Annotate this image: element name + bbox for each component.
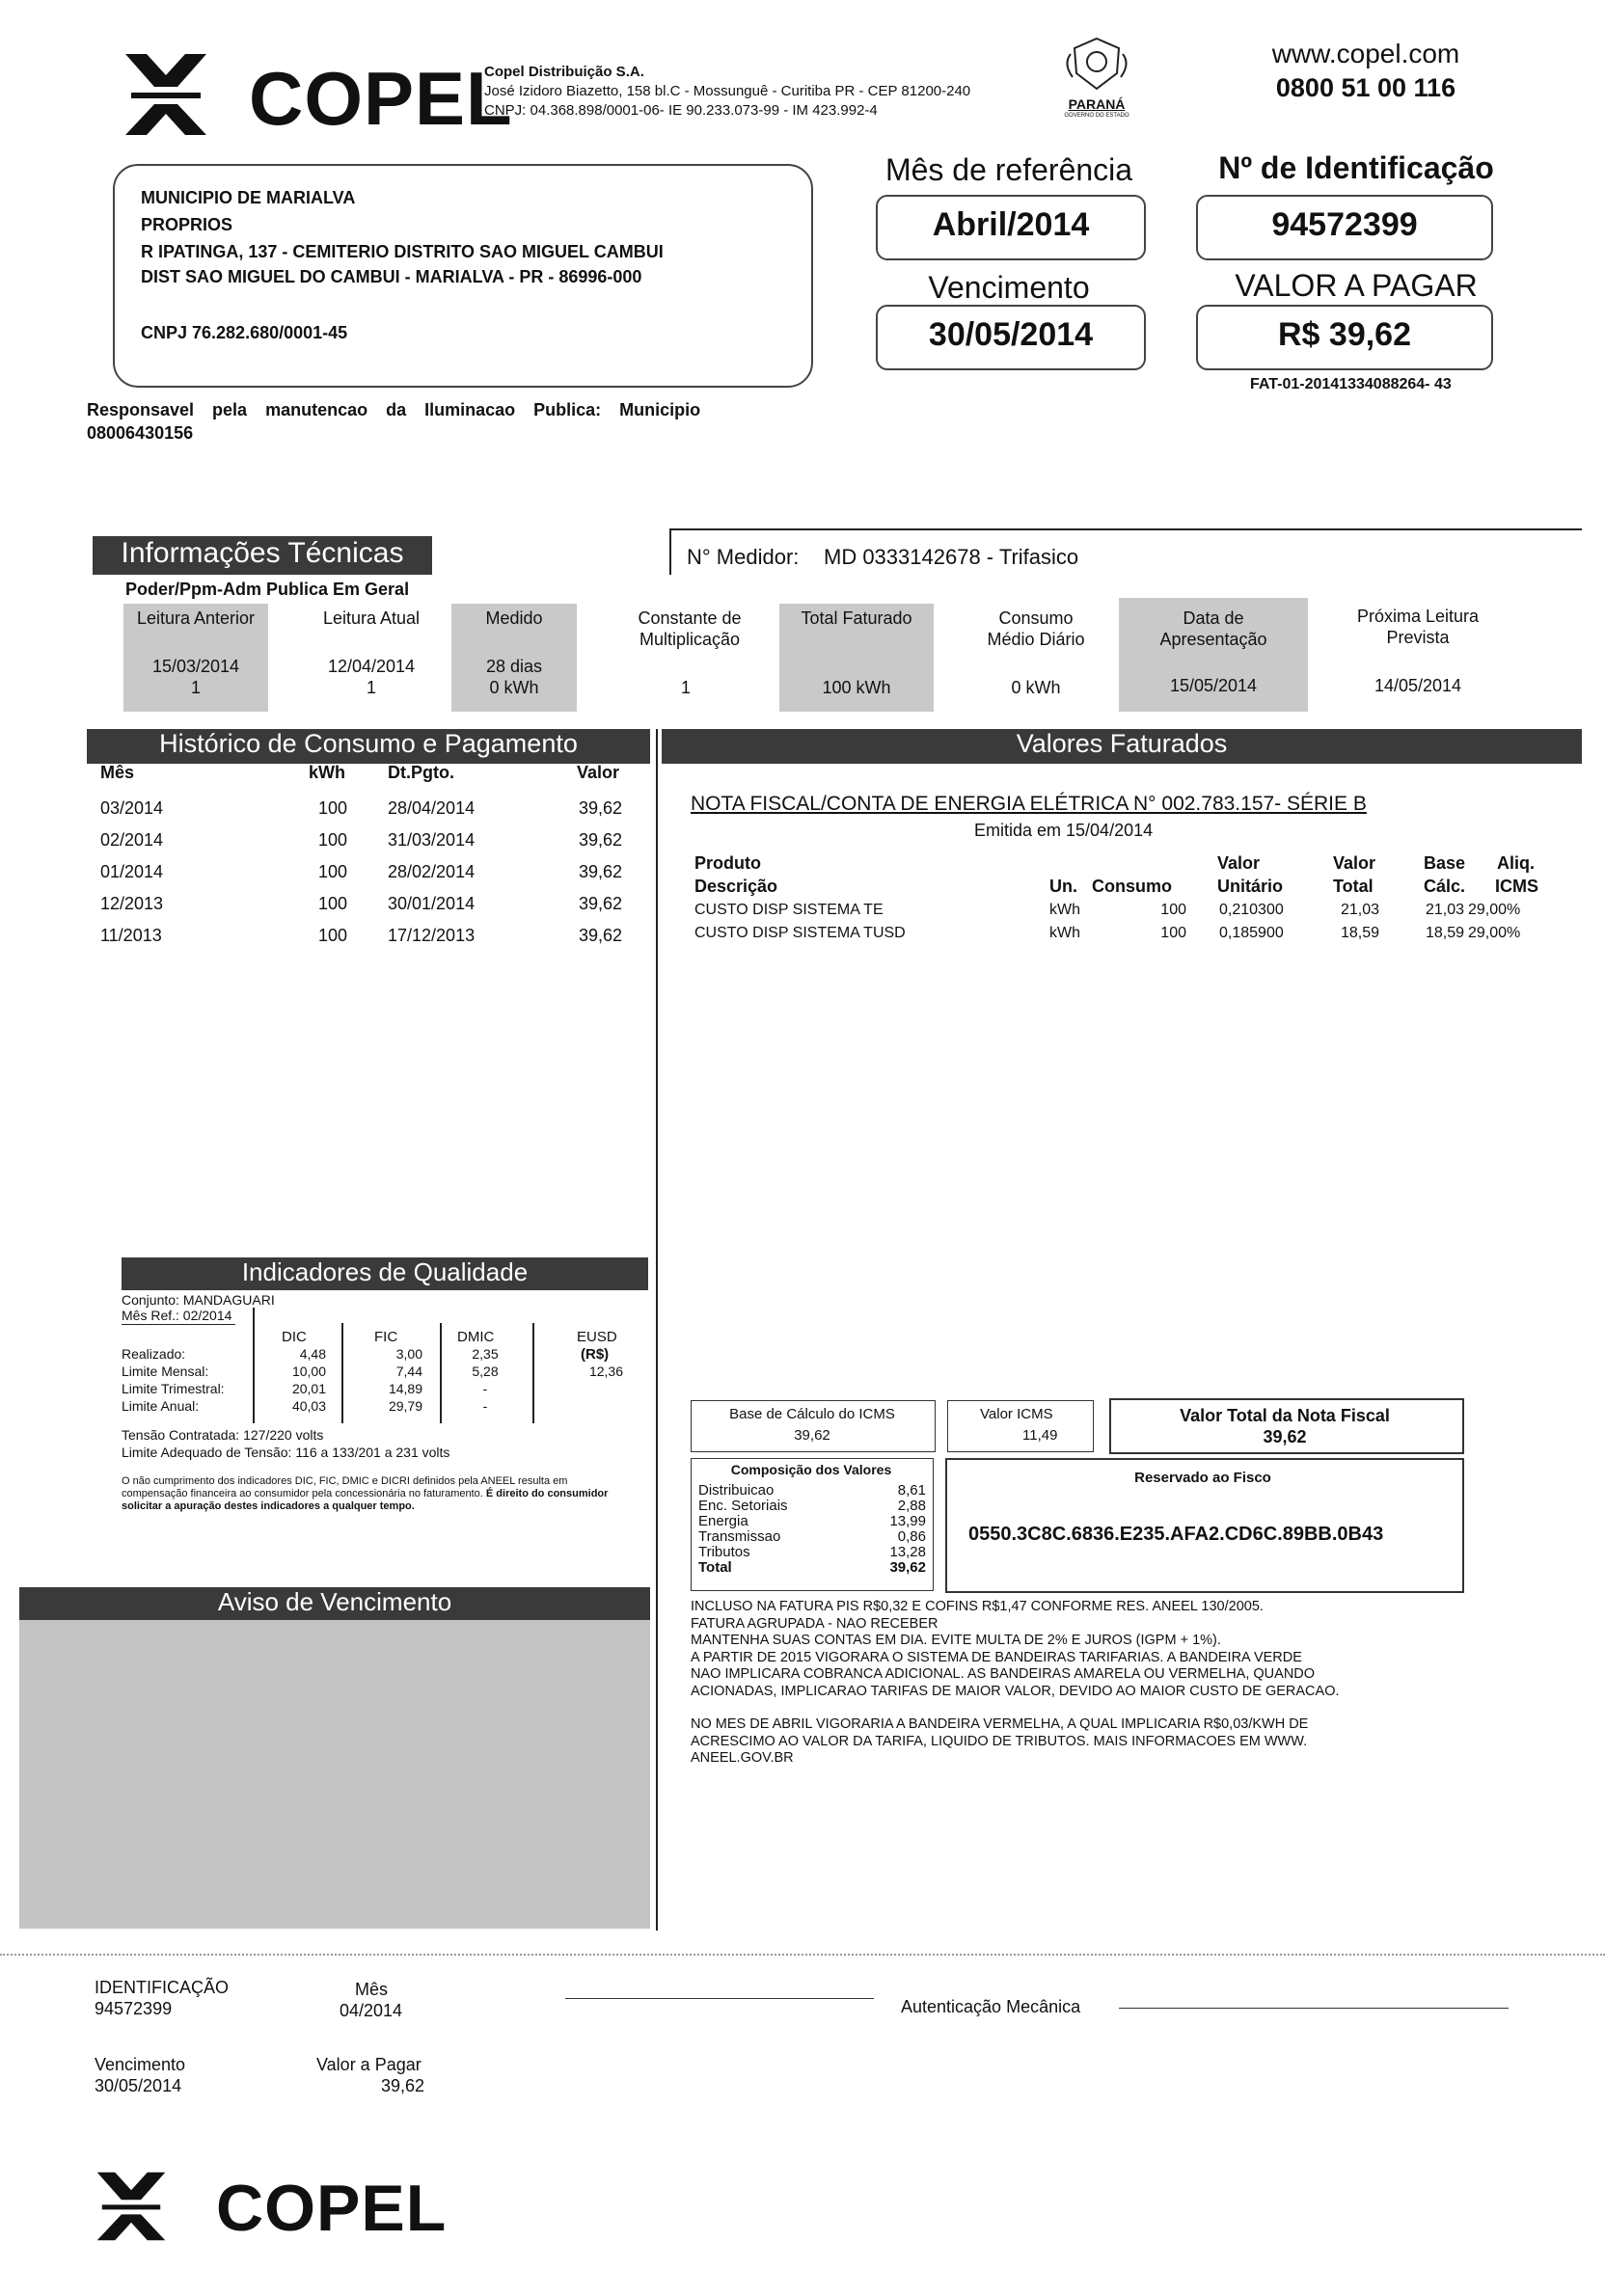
item-desc: CUSTO DISP SISTEMA TUSD: [694, 925, 906, 941]
constant-value: 1: [681, 678, 692, 697]
quality-col-eusd: EUSD: [577, 1329, 617, 1345]
message-line: ANEEL.GOV.BR: [691, 1750, 794, 1766]
history-kwh: 100: [318, 894, 348, 913]
history-payment-date: 28/04/2014: [388, 798, 476, 818]
customer-class: PROPRIOS: [141, 215, 233, 234]
parana-seal-sub: GOVERNO DO ESTADO: [1064, 113, 1129, 119]
stub-brand-wordmark: COPEL: [216, 2172, 448, 2245]
history-row: [87, 894, 627, 923]
messages-block: [691, 1599, 1559, 1768]
quality-row-label: Limite Trimestral:: [122, 1381, 225, 1396]
dmic-realized: 2,35: [472, 1346, 499, 1362]
prev-reading-value: 1: [190, 678, 201, 697]
history-month: 12/2013: [100, 894, 164, 913]
identification-label: Nº de Identificação: [1218, 150, 1494, 185]
dmic-monthly: 5,28: [472, 1364, 499, 1379]
presentation-value: 15/05/2014: [1169, 676, 1258, 695]
history-payment-date: 31/03/2014: [388, 830, 476, 850]
measured-kwh: 0 kWh: [489, 678, 539, 697]
avg-daily-label-1: Consumo: [998, 608, 1074, 628]
measured-days: 28 dias: [485, 657, 543, 676]
item-unit-price: 0,210300: [1219, 902, 1284, 918]
composition-value: 0,86: [897, 1528, 926, 1545]
tech-divider: [669, 530, 671, 575]
fisco-title: Reservado ao Fisco: [1134, 1470, 1271, 1486]
col-unit: Un.: [1049, 877, 1077, 896]
quality-row-label: Realizado:: [122, 1346, 186, 1362]
fic-realized: 3,00: [395, 1346, 422, 1362]
message-line: ACIONADAS, IMPLICARAO TARIFAS DE MAIOR VALOR, DEVIDO AO MAIOR CUSTO DE GERACAO.: [691, 1683, 1340, 1699]
icms-base-value: 39,62: [794, 1427, 830, 1444]
col-total-value-2: Total: [1333, 877, 1374, 896]
stub-id-value: 94572399: [95, 1999, 173, 2018]
quality-divider-1: [253, 1308, 255, 1423]
quality-row-label: Limite Anual:: [122, 1398, 200, 1414]
stub-month-value: 04/2014: [340, 2001, 403, 2020]
quality-divider-2: [341, 1323, 343, 1423]
tech-class: Poder/Ppm-Adm Publica Em Geral: [125, 580, 410, 599]
dmic-annual: -: [482, 1398, 488, 1414]
parana-seal-icon: [1061, 35, 1132, 95]
composition-value: 8,61: [897, 1482, 926, 1499]
item-base: 18,59: [1425, 925, 1464, 941]
col-total-value-1: Valor: [1333, 853, 1376, 873]
prev-reading-date: 15/03/2014: [151, 657, 240, 676]
company-address: José Izidoro Biazetto, 158 bl.C - Mossunguê - Curitiba PR - CEP 81200-240: [484, 83, 971, 99]
composition-label: Tributos: [698, 1544, 750, 1560]
quality-month: Mês Ref.: 02/2014: [122, 1308, 235, 1325]
fic-monthly: 7,44: [395, 1364, 422, 1379]
auth-rule-right: [1119, 2008, 1509, 2009]
constant-label-2: Multiplicação: [639, 630, 741, 649]
composition-label: Enc. Setoriais: [698, 1498, 788, 1514]
next-reading-value: 14/05/2014: [1374, 676, 1462, 695]
history-value: 39,62: [579, 926, 623, 945]
website[interactable]: www.copel.com: [1271, 39, 1460, 68]
item-base: 21,03: [1425, 902, 1464, 918]
history-header-kwh: kWh: [309, 763, 345, 782]
col-base-1: Base: [1424, 853, 1466, 873]
quality-set: Conjunto: MANDAGUARI: [122, 1292, 275, 1308]
history-value: 39,62: [579, 830, 623, 850]
item-desc: CUSTO DISP SISTEMA TE: [694, 902, 884, 918]
message-line: A PARTIR DE 2015 VIGORARA O SISTEMA DE BANDEIRAS TARIFARIAS. A BANDEIRA VERDE: [691, 1649, 1302, 1665]
dic-quarterly: 20,01: [291, 1381, 326, 1396]
col-product-1: Produto: [694, 853, 761, 873]
stub-pay-label: Valor a Pagar: [316, 2055, 422, 2074]
history-kwh: 100: [318, 798, 348, 818]
customer-address-1: R IPATINGA, 137 - CEMITERIO DISTRITO SAO MIGUEL CAMBUI: [141, 242, 664, 261]
col-product-2: Descrição: [694, 877, 778, 896]
history-value: 39,62: [579, 862, 623, 881]
message-line: MANTENHA SUAS CONTAS EM DIA. EVITE MULTA DE 2% E JUROS (IGPM + 1%).: [691, 1633, 1221, 1648]
history-row: [87, 830, 627, 859]
invoice-issued: Emitida em 15/04/2014: [974, 821, 1154, 840]
composition-item: [698, 1483, 926, 1576]
composition-label: Transmissao: [698, 1528, 781, 1545]
tech-top-rule: [669, 528, 1582, 530]
item-unit: kWh: [1049, 925, 1080, 941]
message-line: FATURA AGRUPADA - NAO RECEBER: [691, 1615, 939, 1632]
dic-monthly: 10,00: [291, 1364, 326, 1379]
icms-value-label: Valor ICMS: [980, 1406, 1053, 1422]
invoice-total-label: Valor Total da Nota Fiscal: [1180, 1406, 1390, 1425]
icms-value: 11,49: [1022, 1427, 1058, 1444]
measured-label: Medido: [485, 608, 543, 628]
quality-note-2: É direito do consumidor solicitar a apuração destes indicadores a qualquer tempo.: [122, 1488, 609, 1512]
quality-title: Indicadores de Qualidade: [241, 1257, 529, 1286]
copel-logo-icon: [118, 50, 214, 139]
fisco-code: 0550.3C8C.6836.E235.AFA2.CD6C.89BB.0B43: [968, 1524, 1384, 1545]
amount-due-value: R$ 39,62: [1278, 316, 1411, 353]
invoice-title: NOTA FISCAL/CONTA DE ENERGIA ELÉTRICA N° 002.783.157- SÉRIE B: [691, 793, 1367, 815]
parana-seal-label: PARANÁ: [1068, 96, 1126, 112]
history-kwh: 100: [318, 830, 348, 850]
icms-base-label: Base de Cálculo do ICMS: [729, 1406, 895, 1422]
history-month: 01/2014: [100, 862, 164, 881]
company-name: Copel Distribuição S.A.: [484, 64, 644, 80]
composition-label: Distribuicao: [698, 1482, 775, 1499]
quality-col-dmic: DMIC: [457, 1329, 495, 1345]
brand-wordmark: COPEL: [249, 56, 513, 141]
customer-cnpj: CNPJ 76.282.680/0001-45: [141, 323, 348, 342]
history-kwh: 100: [318, 862, 348, 881]
item-consumption: 100: [1160, 925, 1186, 941]
identification-value: 94572399: [1271, 206, 1418, 243]
history-value: 39,62: [579, 798, 623, 818]
history-row: [87, 862, 627, 891]
billed-total-label: Total Faturado: [801, 608, 912, 628]
col-consumption: Consumo: [1092, 877, 1172, 896]
public-lighting-phone: 08006430156: [87, 423, 194, 443]
col-unit-value-1: Valor: [1217, 853, 1261, 873]
dic-annual: 40,03: [291, 1398, 326, 1414]
quality-col-dic: DIC: [282, 1329, 307, 1345]
customer-name: MUNICIPIO DE MARIALVA: [141, 188, 356, 207]
prev-reading-label: Leitura Anterior: [136, 608, 256, 628]
item-consumption: 100: [1160, 902, 1186, 918]
composition-value: 13,99: [889, 1513, 926, 1529]
composition-title: Composição dos Valores: [730, 1462, 892, 1477]
composition-value: 2,88: [897, 1498, 926, 1514]
history-payment-date: 17/12/2013: [388, 926, 476, 945]
billed-title: Valores Faturados: [1016, 729, 1228, 758]
stub-due-label: Vencimento: [95, 2055, 186, 2074]
contracted-voltage: Tensão Contratada: 127/220 volts: [122, 1427, 324, 1443]
composition-label: Energia: [698, 1513, 748, 1529]
fat-code: FAT-01-20141334088264- 43: [1250, 376, 1452, 392]
curr-reading-label: Leitura Atual: [322, 608, 421, 628]
col-icms-rate-2: ICMS: [1495, 877, 1538, 896]
message-line: NAO IMPLICARA COBRANCA ADICIONAL. AS BANDEIRAS AMARELA OU VERMELHA, QUANDO: [691, 1666, 1316, 1682]
quality-col-fic: FIC: [374, 1329, 398, 1345]
history-month: 03/2014: [100, 798, 164, 818]
history-row: [87, 926, 627, 955]
meter-value: MD 0333142678 - Trifasico: [824, 545, 1079, 569]
item-rate: 29,00%: [1468, 902, 1521, 918]
item-unit-price: 0,185900: [1219, 925, 1284, 941]
composition-value: 13,28: [889, 1544, 926, 1560]
curr-reading-date: 12/04/2014: [327, 657, 416, 676]
quality-eusd-unit: (R$): [581, 1346, 610, 1363]
history-payment-date: 28/02/2014: [388, 862, 476, 881]
stub-due-value: 30/05/2014: [95, 2076, 182, 2095]
history-kwh: 100: [318, 926, 348, 945]
message-line: NO MES DE ABRIL VIGORARIA A BANDEIRA VERMELHA, A QUAL IMPLICARIA R$0,03/KWH DE: [691, 1716, 1309, 1732]
quality-note: [122, 1475, 623, 1513]
quality-divider-3: [440, 1323, 442, 1423]
avg-daily-value: 0 kWh: [1011, 678, 1061, 697]
composition-value: 39,62: [889, 1559, 926, 1576]
item-unit: kWh: [1049, 902, 1080, 918]
constant-label-1: Constante de: [638, 608, 742, 628]
history-payment-date: 30/01/2014: [388, 894, 476, 913]
stub-month-label: Mês: [355, 1980, 389, 1999]
history-value: 39,62: [579, 894, 623, 913]
voltage-limit: Limite Adequado de Tensão: 116 a 133/201 a 231 volts: [122, 1445, 450, 1460]
history-row: [87, 798, 627, 827]
item-rate: 29,00%: [1468, 925, 1521, 941]
history-header-value: Valor: [577, 763, 620, 782]
dmic-quarterly: -: [482, 1381, 488, 1396]
due-date-value: 30/05/2014: [928, 316, 1094, 353]
amount-due-label: VALOR A PAGAR: [1235, 268, 1478, 303]
presentation-label-2: Apresentação: [1159, 630, 1267, 649]
stub-id-label: IDENTIFICAÇÃO: [95, 1978, 230, 1997]
item-total: 18,59: [1340, 925, 1379, 941]
notice-area: [19, 1620, 650, 1929]
presentation-label-1: Data de: [1183, 608, 1244, 628]
composition-label: Total: [698, 1559, 732, 1576]
col-unit-value-2: Unitário: [1217, 877, 1284, 896]
customer-address-2: DIST SAO MIGUEL DO CAMBUI - MARIALVA - PR - 86996-000: [141, 267, 642, 286]
company-cnpj: CNPJ: 04.368.898/0001-06- IE 90.233.073-99 - IM 423.992-4: [484, 102, 878, 119]
tech-title: Informações Técnicas: [121, 537, 404, 569]
quality-note-1: O não cumprimento dos indicadores DIC, FIC, DMIC e DICRI definidos pela ANEEL resulta em compensação financeira ao consumidor pela concessionária no faturamento.: [122, 1475, 568, 1499]
next-reading-label-1: Próxima Leitura: [1356, 607, 1480, 626]
message-line: ACRESCIMO AO VALOR DA TARIFA, LIQUIDO DE TRIBUTOS. MAIS INFORMACOES EM WWW.: [691, 1733, 1308, 1749]
stub-pay-value: 39,62: [380, 2076, 424, 2095]
notice-title: Aviso de Vencimento: [217, 1587, 452, 1616]
copel-logo-icon: [91, 2168, 172, 2245]
eusd-value: 12,36: [588, 1364, 623, 1379]
col-icms-rate-1: Aliq.: [1497, 853, 1535, 873]
fic-annual: 29,79: [388, 1398, 422, 1414]
history-month: 02/2014: [100, 830, 164, 850]
fic-quarterly: 14,89: [388, 1381, 422, 1396]
history-header-month: Mês: [100, 763, 135, 782]
quality-divider-4: [532, 1323, 534, 1423]
history-month: 11/2013: [100, 926, 162, 945]
phone-number: 0800 51 00 116: [1275, 73, 1456, 102]
next-reading-label-2: Prevista: [1386, 628, 1450, 647]
history-header-payment-date: Dt.Pgto.: [388, 763, 454, 782]
curr-reading-value: 1: [366, 678, 376, 697]
quality-row-label: Limite Mensal:: [122, 1364, 209, 1379]
message-line: INCLUSO NA FATURA PIS R$0,32 E COFINS R$1,47 CONFORME RES. ANEEL 130/2005.: [691, 1599, 1264, 1614]
auth-rule-left: [565, 1998, 874, 1999]
auth-label: Autenticação Mecânica: [901, 1997, 1081, 2016]
avg-daily-label-2: Médio Diário: [987, 630, 1085, 649]
col-base-2: Cálc.: [1424, 877, 1466, 896]
center-divider: [656, 729, 658, 1931]
reference-month-label: Mês de referência: [884, 152, 1133, 187]
history-title: Histórico de Consumo e Pagamento: [159, 729, 578, 758]
public-lighting-note: Responsavel pela manutencao da Iluminacao Publica: Municipio: [87, 400, 701, 419]
invoice-total-value: 39,62: [1263, 1427, 1307, 1446]
dic-realized: 4,48: [299, 1346, 326, 1362]
reference-month-value: Abril/2014: [932, 206, 1090, 243]
cut-line: [0, 1954, 1605, 1956]
billed-total-value: 100 kWh: [822, 678, 891, 697]
meter-label: N° Medidor:: [687, 545, 800, 569]
item-total: 21,03: [1340, 902, 1379, 918]
due-date-label: Vencimento: [928, 270, 1090, 305]
